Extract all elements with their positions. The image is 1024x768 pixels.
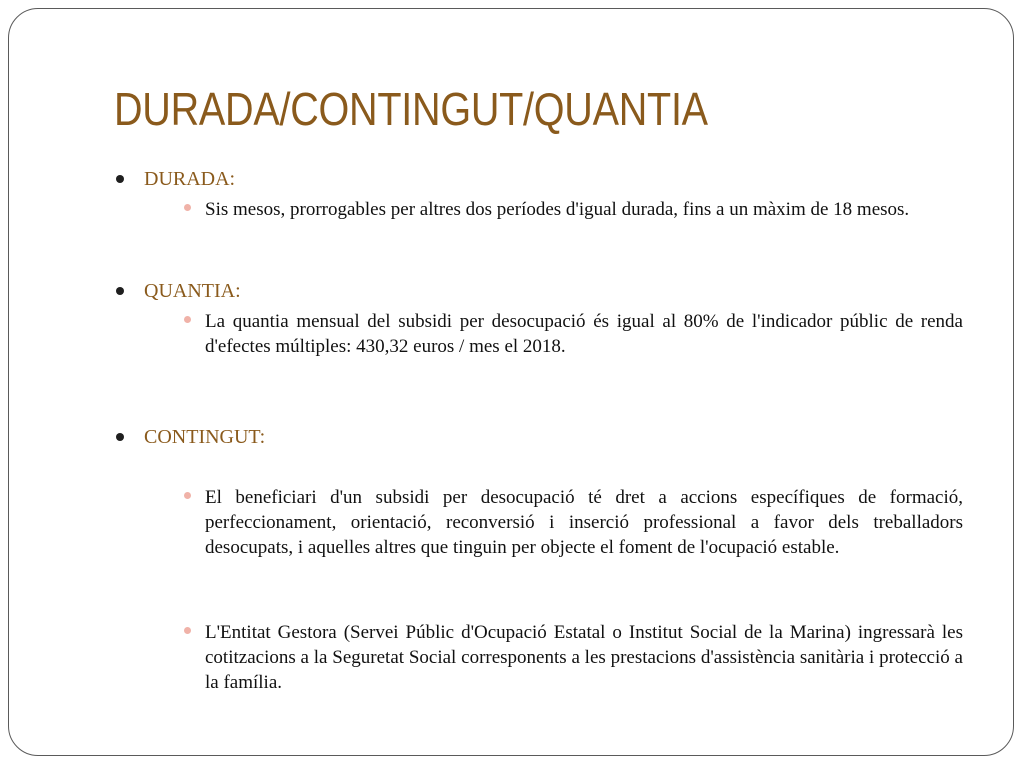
item-text-quantia: La quantia mensual del subsidi per desocupació és igual al 80% de l'indicador públic de renda d'efectes múltiples: 430,32 euros / mes el 2018. [205,311,963,357]
section-heading-durada: DURADA: [144,168,236,190]
item-text-contingut-1: El beneficiari d'un subsidi per desocupació té dret a accions específiques de formació, perfeccionament, orientació, reconversió i inserció professional a favor dels treballadors desocupats, i aquelles altres que tinguin per objecte el foment de l'ocupació estable. [205,487,963,558]
item-text-contingut-2: L'Entitat Gestora (Servei Públic d'Ocupació Estatal o Institut Social de la Marina) ingressarà les cotitzacions a la Seguretat Social corresponents a les prestacions d'assistència sanitària i protecció a la família. [205,622,963,693]
section-bullet-durada [116,175,124,183]
item-bullet [184,627,191,634]
item-bullet [184,492,191,499]
item-bullet [184,316,191,323]
item-bullet [184,204,191,211]
slide-title: DURADA/CONTINGUT/QUANTIA [114,83,708,135]
item-text-durada: Sis mesos, prorrogables per altres dos períodes d'igual durada, fins a un màxim de 18 mesos. [205,199,910,220]
section-bullet-contingut [116,433,124,441]
section-bullet-quantia [116,287,124,295]
section-heading-contingut: CONTINGUT: [144,426,266,448]
section-heading-quantia: QUANTIA: [144,280,241,302]
